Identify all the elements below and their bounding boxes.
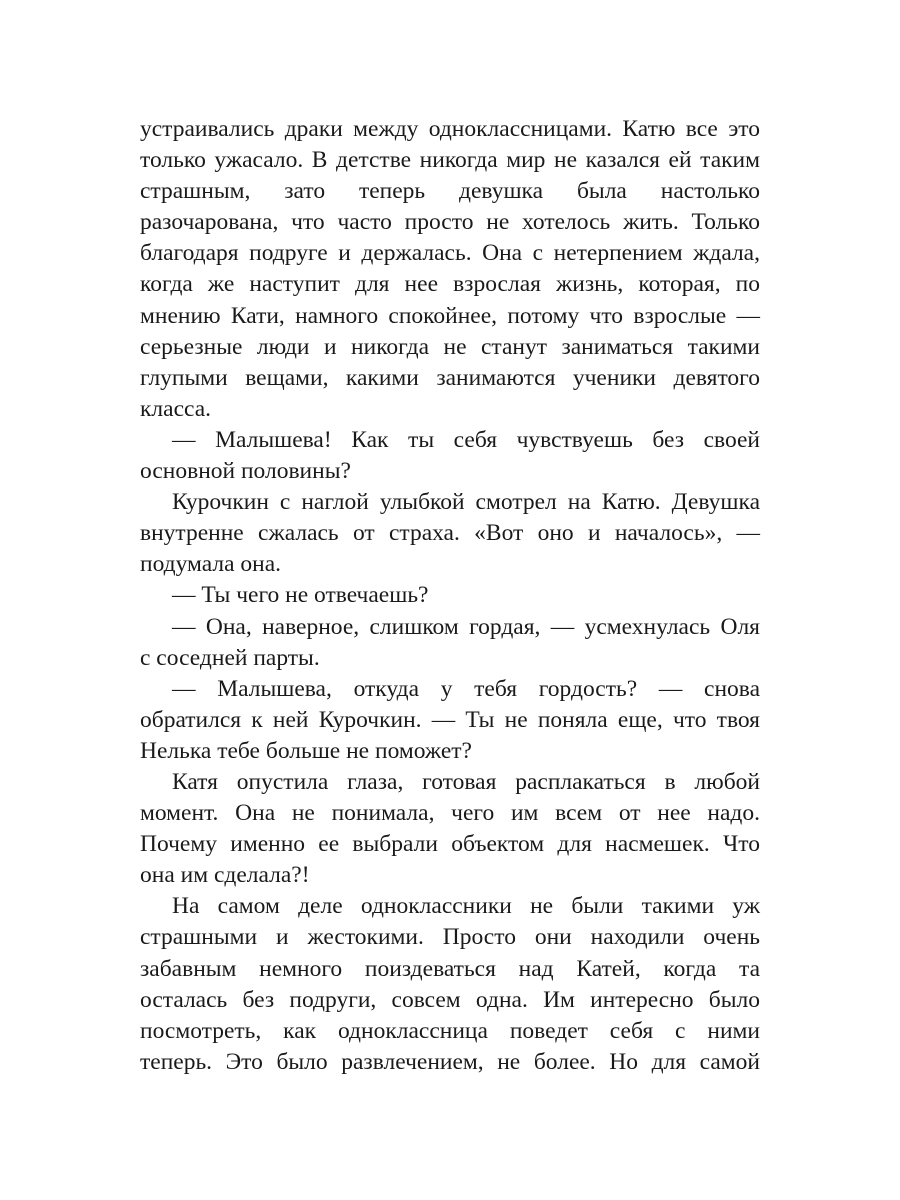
text-line: подумала она. (140, 551, 282, 578)
text-line: теперь. Это было развлечением, не более. Но для самой (140, 1048, 760, 1075)
text-line: Почему именно ее выбрали объектом для насмешек. Что (140, 831, 760, 858)
text-line: Катя опустила глаза, готовая расплакаться в любой (172, 768, 760, 795)
text-line: разочарована, что часто просто не хотелось жить. Только (140, 209, 760, 236)
text-line: внутренне сжалась от страха. «Вот оно и началось», — (140, 520, 760, 547)
text-line: Курочкин с наглой улыбкой смотрел на Катю. Девушка (172, 489, 760, 516)
text-line: — Малышева, откуда у тебя гордость? — снова (172, 675, 760, 702)
text-line: благодаря подруге и держалась. Она с нетерпением ждала, (140, 240, 760, 267)
text-line: класса. (140, 395, 212, 422)
text-line: устраивались драки между одноклассницами. Катю все это (140, 116, 760, 142)
text-line: обратился к ней Курочкин. — Ты не поняла еще, что твоя (140, 706, 760, 733)
text-line: мнению Кати, намного спокойнее, потому что взрослые — (140, 302, 760, 329)
text-line: когда же наступит для нее взрослая жизнь, которая, по (140, 271, 760, 298)
text-line: серьезные люди и никогда не станут заниматься такими (140, 333, 760, 360)
text-line: страшным, зато теперь девушка была настолько (140, 178, 760, 205)
text-line: осталась без подруги, совсем одна. Им интересно было (140, 986, 760, 1013)
text-line: только ужасало. В детстве никогда мир не казался ей таким (140, 147, 760, 174)
text-line: она им сделала?! (140, 862, 310, 889)
text-line: с соседней парты. (140, 644, 320, 671)
text-line: страшными и жестокими. Просто они находили очень (140, 924, 760, 951)
text-line: посмотреть, как одноклассница поведет себя с ними (140, 1017, 760, 1044)
text-line: На самом деле одноклассники не были такими уж (172, 893, 760, 920)
text-line: основной половины? (140, 458, 351, 485)
text-line: момент. Она не понимала, чего им всем от нее надо. (140, 800, 760, 827)
text-line: глупыми вещами, какими занимаются ученики девятого (140, 364, 760, 391)
text-line: забавным немного поиздеваться над Катей, когда та (140, 955, 760, 982)
text-line: — Она, наверное, слишком гордая, — усмехнулась Оля (172, 613, 760, 640)
text-line: Нелька тебе больше не поможет? (140, 737, 472, 764)
page-body-text (140, 114, 760, 1078)
text-line: — Малышева! Как ты себя чувствуешь без своей (172, 426, 760, 453)
text-line: — Ты чего не отвечаешь? (172, 582, 429, 609)
